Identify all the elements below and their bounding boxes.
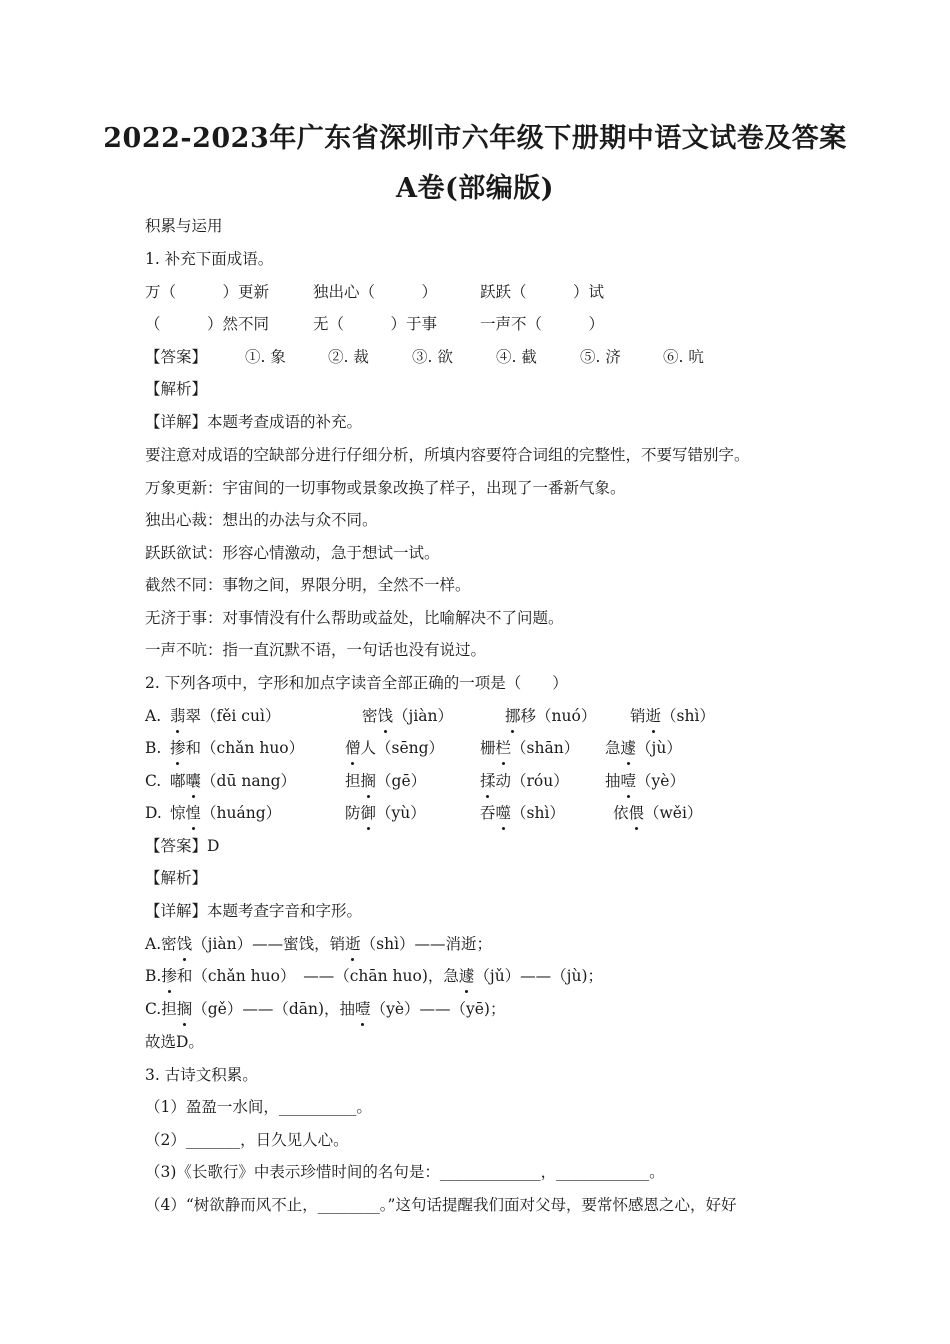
q2-option-b-item-4: 急遽（jù） bbox=[605, 739, 682, 757]
emphasis-dot-char: 僧 bbox=[345, 739, 361, 757]
q1-stem: 1. 补充下面成语。 bbox=[145, 250, 274, 268]
q2-explain-c: C.担搁（gě）——（dān)，抽噎（yè）——（yē)； bbox=[145, 1000, 506, 1018]
section-heading: 积累与运用 bbox=[145, 217, 223, 235]
emphasis-dot-char: 御 bbox=[360, 804, 377, 822]
q2-option-b-item-3: 栅栏（shān） bbox=[480, 739, 580, 757]
q1-idiom-1: 万（ ）更新 bbox=[145, 283, 270, 301]
q1-explain-line: 一声不吭：指一直沉默不语，一句话也没有说过。 bbox=[145, 641, 487, 659]
q3-item-1: （1）盈盈一水间，__________。 bbox=[145, 1098, 372, 1116]
q3-item-3: （3)《长歌行》中表示珍惜时间的名句是：_____________，____________。 bbox=[145, 1163, 665, 1181]
emphasis-dot-char: 饯 bbox=[377, 707, 394, 725]
q2-option-c-item-4: 抽噎（yè） bbox=[605, 772, 685, 790]
q1-explain-line: 万象更新：宇宙间的一切事物或景象改换了样子，出现了一番新气象。 bbox=[145, 479, 626, 497]
emphasis-dot-char: 搁 bbox=[360, 772, 377, 790]
q1-explain-line: 跃跃欲试：形容心情激动，急于想试一试。 bbox=[145, 544, 440, 562]
q2-option-a-item-1: 翡翠（fěi cuì） bbox=[170, 707, 281, 725]
q2-option-a-item-3: 挪移（nuó） bbox=[505, 707, 597, 725]
q2-option-d-item-3: 吞噬（shì） bbox=[480, 804, 565, 822]
q1-idiom-5: 无（ ）于事 bbox=[313, 315, 438, 333]
q2-option-d-label: D. bbox=[145, 804, 162, 822]
q2-option-c-item-3: 揉动（róu） bbox=[480, 772, 569, 790]
emphasis-dot-char: 饯 bbox=[176, 935, 193, 953]
q2-option-c-label: C. bbox=[145, 772, 162, 790]
q1-explain-line: 独出心裁：想出的办法与众不同。 bbox=[145, 511, 378, 529]
emphasis-dot-char: 惶 bbox=[185, 804, 202, 822]
emphasis-dot-char: 翡 bbox=[170, 707, 186, 725]
q2-option-a-item-2: 密饯（jiàn） bbox=[362, 707, 454, 725]
q2-option-c-item-2: 担搁（gē） bbox=[345, 772, 427, 790]
emphasis-dot-char: 噎 bbox=[355, 1000, 371, 1018]
q1-idiom-2: 独出心（ ） bbox=[313, 283, 438, 301]
emphasis-dot-char: 偎 bbox=[628, 804, 645, 822]
q3-stem: 3. 古诗文积累。 bbox=[145, 1066, 258, 1084]
emphasis-dot-char: 搁 bbox=[176, 1000, 193, 1018]
document-title: 2022-2023年广东省深圳市六年级下册期中语文试卷及答案 bbox=[103, 123, 847, 154]
q1-answer-1: ①. 象 bbox=[245, 348, 286, 366]
q2-stem: 2. 下列各项中，字形和加点字读音全部正确的一项是（ ） bbox=[145, 674, 568, 692]
q1-idiom-4: （ ）然不同 bbox=[145, 315, 270, 333]
q2-answer: 【答案】D bbox=[145, 837, 220, 855]
emphasis-dot-char: 挪 bbox=[505, 707, 521, 725]
q1-answer-2: ②. 裁 bbox=[328, 348, 369, 366]
q2-option-b-item-2: 僧人（sēng） bbox=[345, 739, 445, 757]
q1-explain-line: 截然不同：事物之间，界限分明，全然不一样。 bbox=[145, 576, 471, 594]
emphasis-dot-char: 遽 bbox=[620, 739, 637, 757]
q2-option-c-item-1: 嘟囔（dū nang） bbox=[170, 772, 296, 790]
emphasis-dot-char: 遽 bbox=[458, 967, 475, 985]
emphasis-dot-char: 掺 bbox=[161, 967, 177, 985]
q2-option-a-label: A. bbox=[145, 707, 162, 725]
q2-conclusion: 故选D。 bbox=[145, 1033, 204, 1051]
emphasis-dot-char: 噎 bbox=[620, 772, 637, 790]
q3-item-2: （2）_______，日久见人心。 bbox=[145, 1131, 349, 1149]
q1-detail: 【详解】本题考查成语的补充。 bbox=[145, 413, 363, 431]
q1-answer-3: ③. 欲 bbox=[412, 348, 453, 366]
q2-detail: 【详解】本题考查字音和字形。 bbox=[145, 902, 363, 920]
q1-explain-line: 无济于事：对事情没有什么帮助或益处，比喻解决不了问题。 bbox=[145, 609, 564, 627]
q2-option-d-item-2: 防御（yù） bbox=[345, 804, 426, 822]
q2-option-b-label: B. bbox=[145, 739, 162, 757]
q2-option-b-item-1: 掺和（chǎn huo） bbox=[170, 739, 305, 757]
emphasis-dot-char: 揉 bbox=[480, 772, 496, 790]
emphasis-dot-char: 逝 bbox=[645, 707, 662, 725]
q1-answer-5: ⑤. 济 bbox=[580, 348, 621, 366]
q1-analysis-label: 【解析】 bbox=[145, 380, 208, 398]
emphasis-dot-char: 逝 bbox=[345, 935, 361, 953]
q1-answer-4: ④. 截 bbox=[496, 348, 537, 366]
emphasis-dot-char: 噬 bbox=[495, 804, 512, 822]
q1-idiom-6: 一声不（ ） bbox=[480, 315, 605, 333]
q2-explain-a: A.密饯（jiàn）——蜜饯，销逝（shì）——消逝； bbox=[145, 935, 493, 953]
emphasis-dot-char: 栏 bbox=[495, 739, 512, 757]
q2-option-d-item-4: 依偎（wěi） bbox=[613, 804, 703, 822]
q1-explain-line: 要注意对成语的空缺部分进行仔细分析，所填内容要符合词组的完整性，不要写错别字。 bbox=[145, 446, 750, 464]
q1-answer-6: ⑥. 吭 bbox=[663, 348, 704, 366]
emphasis-dot-char: 囔 bbox=[185, 772, 202, 790]
q2-analysis-label: 【解析】 bbox=[145, 869, 208, 887]
document-subtitle: A卷(部编版) bbox=[396, 173, 554, 204]
q1-idiom-3: 跃跃（ ）试 bbox=[480, 283, 605, 301]
q3-item-4: （4）“树欲静而风不止，________。”这句话提醒我们面对父母，要常怀感恩之心，好好 bbox=[145, 1196, 737, 1214]
emphasis-dot-char: 掺 bbox=[170, 739, 186, 757]
q2-option-a-item-4: 销逝（shì） bbox=[630, 707, 715, 725]
q1-answer-label: 【答案】 bbox=[145, 348, 208, 366]
q2-option-d-item-1: 惊惶（huáng） bbox=[170, 804, 282, 822]
q2-explain-b: B.掺和（chǎn huo） ——（chān huo)，急遽（jǔ）——（jù)； bbox=[145, 967, 604, 985]
